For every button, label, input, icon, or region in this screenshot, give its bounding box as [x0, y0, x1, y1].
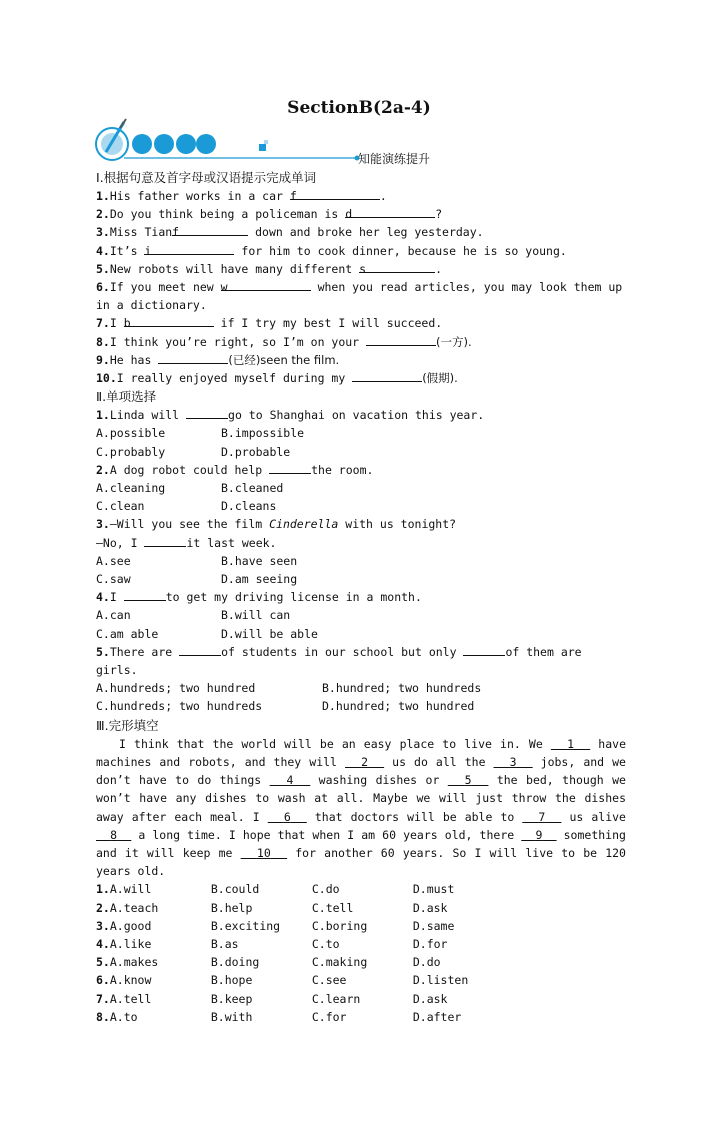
s2-q5: 5.There are of students in our school but only of them are girls.	[96, 644, 582, 678]
option-b[interactable]: B.hundred; two hundreds	[322, 681, 482, 696]
option-a[interactable]: A.know	[109, 973, 152, 988]
option-c[interactable]: C.probably	[96, 444, 166, 459]
cloze-options-1: 1.A.will B.could C.do D.must	[96, 880, 626, 898]
cloze-blank-10[interactable]: 10	[256, 845, 271, 860]
s2-q3-reply: —No, I it last week.	[96, 535, 277, 550]
option-b[interactable]: B.keep	[210, 991, 253, 1006]
option-d[interactable]: D.listen	[412, 973, 469, 988]
option-d[interactable]: D.same	[412, 918, 455, 933]
option-a[interactable]: A.makes	[109, 955, 159, 970]
s2-q3: 3.—Will you see the film Cinderella with us tonight?	[96, 517, 457, 532]
page-title: SectionB(2a-4)	[287, 98, 431, 118]
cloze-blank-4[interactable]: 4	[286, 773, 294, 788]
banner-label: 知能演练提升	[358, 152, 431, 166]
option-d[interactable]: D.am seeing	[221, 572, 298, 587]
option-d[interactable]: D.ask	[412, 991, 448, 1006]
option-d[interactable]: D.after	[412, 1009, 462, 1024]
option-a[interactable]: A.teach	[109, 900, 159, 915]
s2-q2: 2.A dog robot could help the room.	[96, 462, 374, 477]
s1-item-6: 6.If you meet new w when you read articles, you may look them up in a dictionary.	[96, 280, 623, 313]
pen-icon	[96, 119, 128, 160]
answer-blank[interactable]: i	[144, 242, 234, 255]
option-d[interactable]: D.cleans	[221, 499, 277, 514]
option-d[interactable]: D.must	[412, 882, 455, 897]
option-a[interactable]: A.tell	[109, 991, 152, 1006]
option-a[interactable]: A.can	[96, 608, 131, 623]
option-d[interactable]: D.ask	[412, 900, 448, 915]
s2-q3-options-ab	[96, 552, 626, 570]
answer-blank[interactable]	[124, 588, 166, 601]
answer-blank[interactable]	[269, 461, 311, 474]
option-d[interactable]: D.do	[412, 955, 441, 970]
s2-q5-options-ab	[96, 679, 626, 697]
film-title: Cinderella	[269, 517, 339, 532]
cloze-options-3: 3.A.good B.exciting C.boring D.same	[96, 917, 626, 935]
answer-blank[interactable]	[186, 406, 228, 419]
option-b[interactable]: B.will can	[221, 608, 291, 623]
s1-item-10: 10.I really enjoyed myself during my (假期).	[96, 371, 458, 386]
s2-q1: 1.Linda will go to Shanghai on vacation this year.	[96, 408, 485, 423]
answer-blank[interactable]	[179, 643, 221, 656]
answer-blank[interactable]	[463, 643, 505, 656]
cloze-blank-7[interactable]: 7	[538, 809, 546, 824]
cloze-options-2: 2.A.teach B.help C.tell D.ask	[96, 899, 626, 917]
s2-q2-options-cd	[96, 497, 626, 515]
section1-heading: Ⅰ.根据句意及首字母或汉语提示完成单词	[96, 170, 317, 185]
cloze-options-7: 7.A.tell B.keep C.learn D.ask	[96, 990, 626, 1008]
answer-blank[interactable]: d	[345, 205, 435, 218]
option-d[interactable]: D.hundred; two hundred	[322, 699, 475, 714]
option-c[interactable]: C.clean	[96, 499, 145, 514]
s1-item-2: 2.Do you think being a policeman is d ?	[96, 207, 443, 222]
cloze-options-5: 5.A.makes B.doing C.making D.do	[96, 953, 626, 971]
answer-blank[interactable]	[158, 351, 228, 364]
s2-q4-options-ab	[96, 606, 626, 624]
s1-item-7: 7.I b if I try my best I will succeed.	[96, 316, 443, 331]
answer-blank[interactable]	[144, 534, 186, 547]
answer-blank[interactable]: s	[359, 260, 435, 273]
option-b[interactable]: B.hope	[210, 973, 253, 988]
option-a[interactable]: A.cleaning	[96, 481, 166, 496]
answer-blank[interactable]: f	[172, 223, 248, 236]
s2-q4: 4.I to get my driving license in a month.	[96, 590, 422, 605]
option-a[interactable]: A.to	[109, 1009, 138, 1024]
cloze-blank-2[interactable]: 2	[361, 754, 369, 769]
s2-q2-options-ab	[96, 479, 626, 497]
cloze-blank-5[interactable]: 5	[464, 773, 472, 788]
option-a[interactable]: A.will	[109, 882, 152, 897]
s1-item-9: 9.He has (已经)seen the film.	[96, 352, 340, 367]
option-c[interactable]: C.boring	[311, 918, 368, 933]
option-b[interactable]: B.with	[210, 1009, 253, 1024]
answer-blank[interactable]: f	[290, 187, 380, 200]
s1-item-3: 3.Miss Tianf down and broke her leg yesterday.	[96, 225, 484, 240]
cloze-blank-6[interactable]: 6	[283, 809, 291, 824]
answer-blank[interactable]: b	[124, 314, 214, 327]
option-b[interactable]: B.have seen	[221, 553, 298, 568]
s2-q1-options-ab	[96, 424, 626, 442]
option-b[interactable]: B.help	[210, 900, 253, 915]
option-c[interactable]: C.hundreds; two hundreds	[96, 699, 263, 714]
cloze-blank-8[interactable]: 8	[110, 827, 118, 842]
option-d[interactable]: D.will be able	[221, 626, 318, 641]
option-b[interactable]: B.doing	[210, 955, 260, 970]
option-a[interactable]: A.possible	[96, 426, 166, 441]
s2-q1-options-cd	[96, 443, 626, 461]
s1-item-4: 4.It’s i for him to cook dinner, because he is so young.	[96, 243, 567, 258]
s2-q5-options-cd	[96, 697, 626, 715]
option-c[interactable]: C.for	[311, 1009, 347, 1024]
cloze-options-4: 4.A.like B.as C.to D.for	[96, 935, 626, 953]
cloze-blank-3[interactable]: 3	[509, 754, 517, 769]
cloze-blank-1[interactable]: 1	[567, 736, 574, 751]
option-a[interactable]: A.like	[109, 936, 152, 951]
s2-q3-options-cd	[96, 570, 626, 588]
s2-q4-options-cd	[96, 625, 626, 643]
cloze-options-8: 8.A.to B.with C.for D.after	[96, 1008, 626, 1026]
decorative-dots	[132, 134, 268, 154]
option-a[interactable]: A.good	[109, 918, 152, 933]
option-b[interactable]: B.exciting	[210, 918, 281, 933]
cloze-passage: I think that the world will be an easy place to live in. We 1 have machines and robots, and they will 2 us do all the 3 jobs, and we don’t have to do things 4 washing dishes or 5 the bed, though we won’t have any dishes to wash at all. Maybe we will just throw the dishes away after each meal. I 6 that doctors will be able to 7 us alive 8 a long time. I hope that when I am 60 years old, there 9 something and it will keep me 10 for another 60 years. So I will live to be 120 years old.	[96, 736, 626, 879]
option-c[interactable]: C.making	[311, 955, 368, 970]
option-b[interactable]: B.could	[210, 882, 260, 897]
option-c[interactable]: C.am able	[96, 626, 159, 641]
option-d[interactable]: D.probable	[221, 444, 291, 459]
option-b[interactable]: B.cleaned	[221, 481, 284, 496]
option-c[interactable]: C.to	[311, 936, 340, 951]
answer-blank[interactable]: w	[221, 278, 311, 291]
cloze-blank-9[interactable]: 9	[535, 827, 543, 842]
option-c[interactable]: C.learn	[311, 991, 361, 1006]
worksheet-content	[96, 168, 626, 1026]
option-b[interactable]: B.as	[210, 936, 239, 951]
option-c[interactable]: C.saw	[96, 572, 131, 587]
option-d[interactable]: D.for	[412, 936, 448, 951]
option-b[interactable]: B.impossible	[221, 426, 305, 441]
answer-blank[interactable]	[366, 333, 436, 346]
section3-heading: Ⅲ.完形填空	[96, 717, 159, 733]
option-c[interactable]: C.tell	[311, 900, 354, 915]
section2-heading: Ⅱ.单项选择	[96, 389, 157, 405]
cloze-options-6: 6.A.know B.hope C.see D.listen	[96, 971, 626, 989]
option-c[interactable]: C.see	[311, 973, 347, 988]
s1-item-5: 5.New robots will have many different s .	[96, 261, 443, 276]
s1-item-1: 1.His father works in a car f .	[96, 189, 387, 203]
option-a[interactable]: A.hundreds; two hundred	[96, 681, 256, 696]
s1-item-8: 8.I think you’re right, so I’m on your (一方).	[96, 334, 472, 349]
option-a[interactable]: A.see	[96, 553, 131, 568]
answer-blank[interactable]	[352, 369, 422, 382]
option-c[interactable]: C.do	[311, 882, 340, 897]
